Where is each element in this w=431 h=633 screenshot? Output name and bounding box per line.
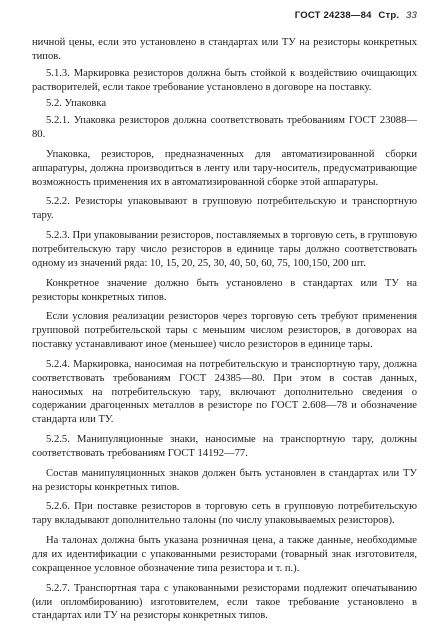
paragraph-specific-value: Конкретное значение должно быть установлено в стандартах или ТУ на резисторы конкретных типов. — [32, 277, 417, 303]
clause-5-2-1: 5.2.1. Упаковка резисторов должна соответствовать требованиям ГОСТ 23088—80. — [32, 115, 417, 141]
paragraph-retail-conditions: Если условия реализации резисторов через торговую сеть требуют применения групповой потребительской тары с меньшим числом резисторов, в договорах на поставку устанавливают иное (меньшее) число резисторов в единице тары. — [32, 311, 417, 351]
standard-designation: ГОСТ 24238—84 — [294, 10, 372, 21]
clause-5-1-3: 5.1.3. Маркировка резисторов должна быть стойкой к воздействию очищающих растворителей, если такое требование установлено в договоре на поставку. — [32, 67, 417, 93]
clause-5-2-6: 5.2.6. При поставке резисторов в торговую сеть в групповую потребительскую тару вкладывают дополнительно талоны (по числу упаковываемых резисторов). — [32, 501, 417, 527]
clause-5-2-4: 5.2.4. Маркировка, наносимая на потребительскую и транспортную тару, должна соответствовать требованиям ГОСТ 24385—80. При этом в состав данных, наносимых на потребительскую тару, включают дополнительно сведения о содержании драгоценных металлов в резисторе по ГОСТ 2.608—78 и обозначение стандарта или ТУ. — [32, 358, 417, 426]
page-number: 33 — [406, 10, 417, 21]
clause-5-2-2: 5.2.2. Резисторы упаковывают в групповую потребительскую и транспортную тару. — [32, 196, 417, 222]
paragraph-coupons: На талонах должна быть указана розничная цена, а также данные, необходимые для их идентификации с упакованными резисторами (товарный знак изготовителя, сокращенное условное обозначение типа резистора и т. п.). — [32, 535, 417, 574]
clause-5-2-5: 5.2.5. Манипуляционные знаки, наносимые на транспортную тару, должны соответствовать требованиям ГОСТ 14192—77. — [32, 434, 417, 459]
page-label: Стр. — [378, 10, 400, 21]
paragraph-automated-assembly: Упаковка, резисторов, предназначенных для автоматизированной сборки аппаратуры, должна производиться в ленту или тарy-носитель, предусматривающие возможность применения их в автоматизированной сборке этой аппаратуры. — [32, 148, 417, 188]
clause-5-2-7: 5.2.7. Транспортная тара с упакованными резисторами подлежит опечатыванию (или опломбированию) изготовителем, если такое требование установлено в стандартах или ТУ на резисторы конкретных типов. — [32, 582, 417, 622]
document-body — [32, 36, 417, 626]
paragraph-continuation: ничной цены, если это установлено в стандартах или ТУ на резисторы конкретных типов. — [32, 37, 417, 62]
clause-5-2-3: 5.2.3. При упаковывании резисторов, поставляемых в торговую сеть, в групповую потребительскую тару число резисторов в единице тары должно соответствовать одному из значений ряда: 10, 15, 20, 25, 30, 40, 50, 60, 75, 100,150, 200 шт. — [32, 230, 417, 269]
section-heading-packaging: 5.2. Упаковка — [46, 98, 107, 110]
page-header — [291, 10, 417, 21]
paragraph-handling-marks: Состав манипуляционных знаков должен быть установлен в стандартах или ТУ на резисторы конкретных типов. — [32, 467, 417, 493]
